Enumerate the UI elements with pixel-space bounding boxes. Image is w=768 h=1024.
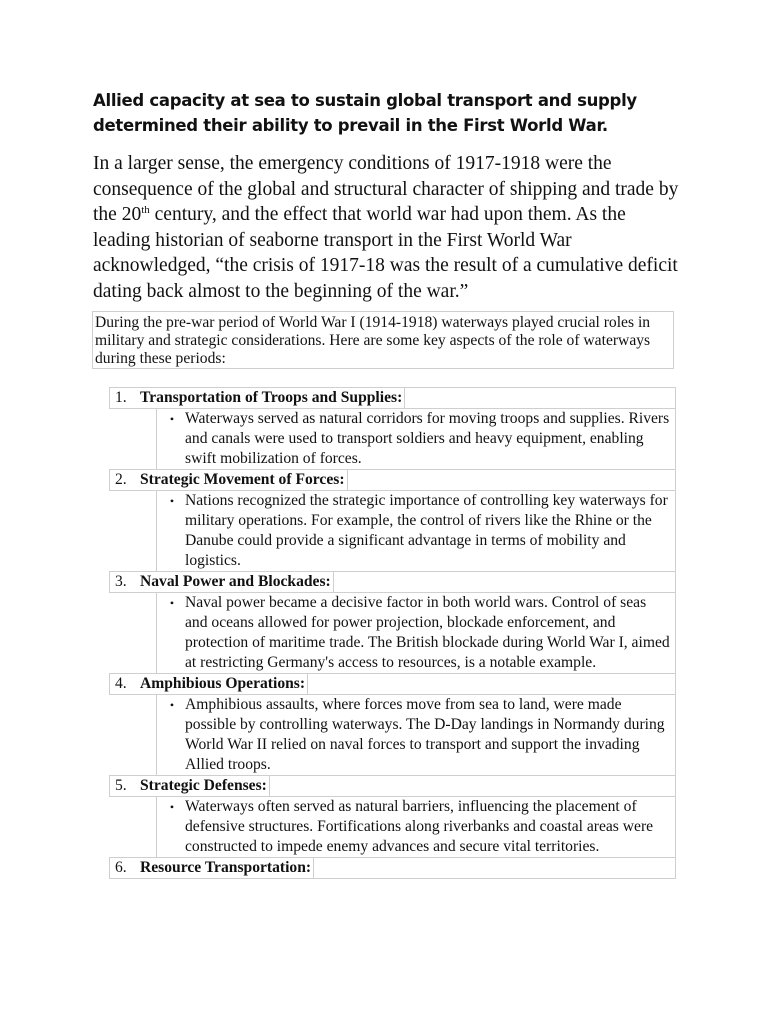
list-item-heading <box>109 387 676 409</box>
intro-paragraph <box>93 151 683 304</box>
list-item-number: 1. <box>115 389 127 406</box>
list-item-number: 2. <box>115 471 127 488</box>
list-item-heading <box>109 775 676 797</box>
list-item-title: Strategic Movement of Forces: <box>140 470 348 490</box>
list-item-heading <box>109 857 676 879</box>
list-item-title: Amphibious Operations: <box>140 674 308 694</box>
list-item-text: Waterways served as natural corridors for moving troops and supplies. Rivers and canals were used to transport soldiers and heavy equipment, enabling swift mobilization of forces. <box>185 410 670 467</box>
list-item-body <box>156 490 676 572</box>
list-item-text: Nations recognized the strategic importance of controlling key waterways for military operations. For example, the control of rivers like the Rhine or the Danube could provide a significant advantage in terms of mobility and logistics. <box>185 492 668 569</box>
list-item-number: 5. <box>115 777 127 794</box>
list-item-heading <box>109 469 676 491</box>
list-item-title: Strategic Defenses: <box>140 776 270 796</box>
list-item-body <box>156 694 676 776</box>
list-item-number: 6. <box>115 859 127 876</box>
list-item-title: Resource Transportation: <box>140 858 314 878</box>
bullet-icon: • <box>169 412 175 426</box>
list-item-text: Naval power became a decisive factor in both world wars. Control of seas and oceans allowed for power projection, blockade enforcement, and protection of maritime trade. The British blockade during World War I, aimed at restricting Germany's access to resources, is a notable example. <box>185 594 670 671</box>
list-item-number: 4. <box>115 675 127 692</box>
intro-superscript: th <box>141 204 150 216</box>
list-item-heading <box>109 673 676 695</box>
list-item-body <box>156 408 676 470</box>
bullet-icon: • <box>169 800 175 814</box>
list-item-title: Naval Power and Blockades: <box>140 572 334 592</box>
waterways-list <box>109 388 676 879</box>
bullet-icon: • <box>169 698 175 712</box>
list-item-number: 3. <box>115 573 127 590</box>
list-item-title: Transportation of Troops and Supplies: <box>140 388 405 408</box>
list-item-body <box>156 796 676 858</box>
document-heading: Allied capacity at sea to sustain global transport and supply determined their ability to prevail in the First World War. <box>93 91 637 135</box>
list-item-body <box>156 592 676 674</box>
bullet-icon: • <box>169 494 175 508</box>
list-item-text: Waterways often served as natural barriers, influencing the placement of defensive structures. Fortifications along riverbanks and coastal areas were constructed to impede enemy advances and secure vital territories. <box>185 798 654 855</box>
intro-text-part1: In a larger sense, the emergency conditions of 1917-1918 were the consequence of the global and structural character of shipping and trade by the 20 <box>93 153 679 225</box>
list-item-heading <box>109 571 676 593</box>
bullet-icon: • <box>169 596 175 610</box>
intro-text-part2: century, and the effect that world war had upon them. As the leading historian of seaborne transport in the First World War acknowledged, “the crisis of 1917-18 was the result of a cumulative deficit dating back almost to the beginning of the war.” <box>93 204 678 302</box>
list-item-text: Amphibious assaults, where forces move from sea to land, were made possible by controlling waterways. The D-Day landings in Normandy during World War II relied on naval forces to transport and support the invading Allied troops. <box>185 696 665 773</box>
boxed-paragraph: During the pre-war period of World War I (1914-1918) waterways played crucial roles in military and strategic considerations. Here are some key aspects of the role of waterways during these periods: <box>92 311 674 369</box>
